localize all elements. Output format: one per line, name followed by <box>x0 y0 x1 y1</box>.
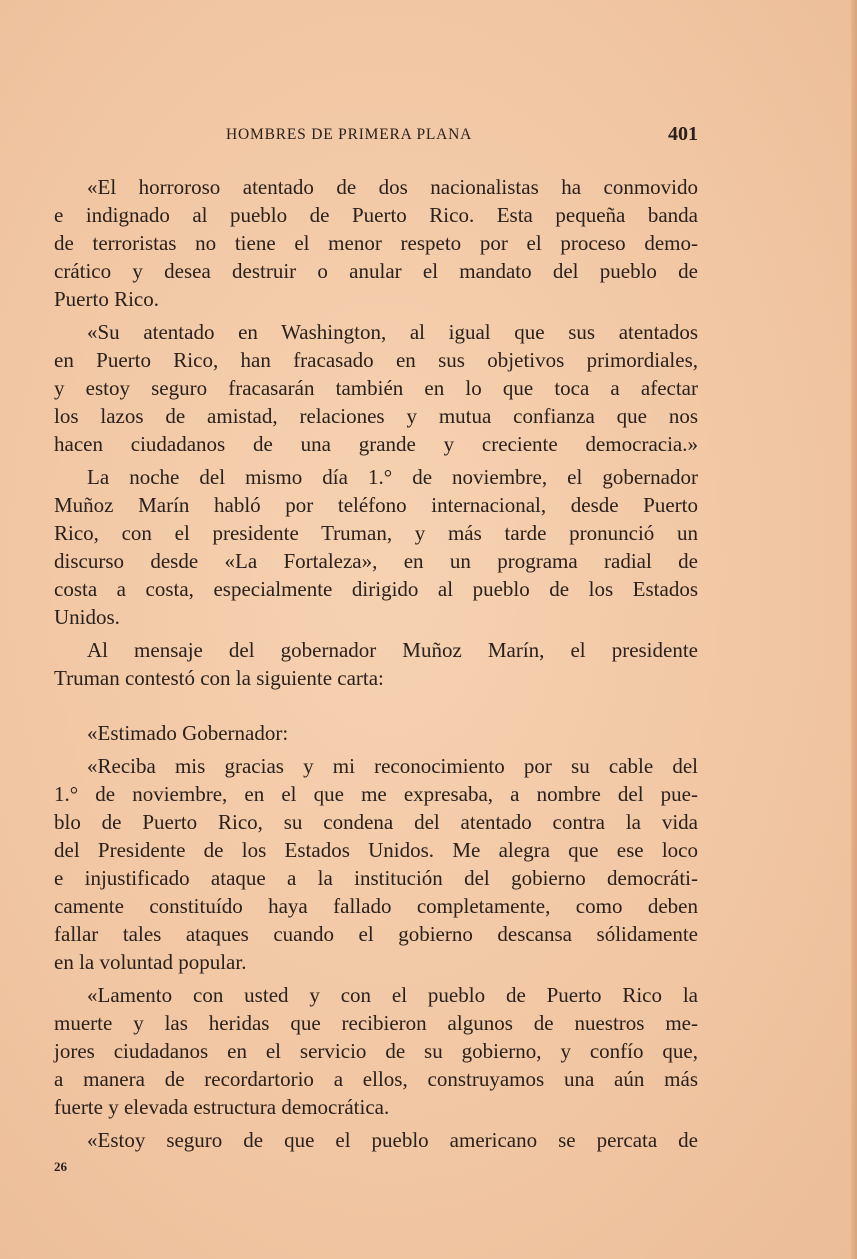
text-line: «Lamento con usted y con el pueblo de Puerto Rico la <box>87 983 698 1007</box>
text-line: Rico, con el presidente Truman, y más tarde pronunció un <box>54 521 698 545</box>
text-line: e injustificado ataque a la institución del gobierno democráti- <box>54 866 698 890</box>
text-line: crático y desea destruir o anular el mandato del pueblo de <box>54 259 698 283</box>
text-line: costa a costa, especialmente dirigido al pueblo de los Estados <box>54 577 698 601</box>
paragraph <box>54 981 698 1121</box>
text-line: jores ciudadanos en el servicio de su gobierno, y confío que, <box>54 1039 698 1063</box>
text-line: de terroristas no tiene el menor respeto por el proceso demo- <box>54 231 698 255</box>
text-line: hacen ciudadanos de una grande y creciente democracia.» <box>54 432 698 456</box>
body-text <box>54 173 698 1154</box>
text-line: en la voluntad popular. <box>54 950 247 974</box>
text-line: fuerte y elevada estructura democrática. <box>54 1095 390 1119</box>
text-line: «Su atentado en Washington, al igual que sus atentados <box>87 320 698 344</box>
signature-mark: 26 <box>54 1159 67 1174</box>
letter-greeting <box>54 719 698 747</box>
text-line: muerte y las heridas que recibieron algunos de nuestros me- <box>54 1011 698 1035</box>
text-line: discurso desde «La Fortaleza», en un programa radial de <box>54 549 698 573</box>
text-line: los lazos de amistad, relaciones y mutua confianza que nos <box>54 404 698 428</box>
text-line: a manera de recordartorio a ellos, construyamos una aún más <box>54 1067 698 1091</box>
text-line: Puerto Rico. <box>54 287 159 311</box>
text-line: blo de Puerto Rico, su condena del atentado contra la vida <box>54 810 698 834</box>
paragraph <box>54 1126 698 1154</box>
text-line: 1.° de noviembre, en el que me expresaba, a nombre del pue- <box>54 782 698 806</box>
text-line: «El horroroso atentado de dos nacionalistas ha conmovido <box>87 175 698 199</box>
text-line: camente constituído haya fallado completamente, como deben <box>54 894 698 918</box>
paragraph <box>54 463 698 631</box>
text-line: «Estimado Gobernador: <box>87 721 289 745</box>
text-line: e indignado al pueblo de Puerto Rico. Esta pequeña banda <box>54 203 698 227</box>
text-line: del Presidente de los Estados Unidos. Me alegra que ese loco <box>54 838 698 862</box>
text-line: Truman contestó con la siguiente carta: <box>54 666 384 690</box>
text-line: en Puerto Rico, han fracasado en sus objetivos primordiales, <box>54 348 698 372</box>
paragraph <box>54 318 698 458</box>
paragraph <box>54 636 698 692</box>
text-line: Muñoz Marín habló por teléfono internacional, desde Puerto <box>54 493 698 517</box>
text-line: fallar tales ataques cuando el gobierno descansa sólidamente <box>54 922 698 946</box>
text-line: y estoy seguro fracasarán también en lo que toca a afectar <box>54 376 698 400</box>
text-line: Unidos. <box>54 605 120 629</box>
page-number: 401 <box>668 123 698 145</box>
running-title: HOMBRES DE PRIMERA PLANA <box>226 126 473 143</box>
text-line: Al mensaje del gobernador Muñoz Marín, el presidente <box>87 638 698 662</box>
text-line: «Reciba mis gracias y mi reconocimiento por su cable del <box>87 754 698 778</box>
paragraph <box>54 173 698 313</box>
text-line: «Estoy seguro de que el pueblo americano se percata de <box>87 1128 698 1152</box>
text-line: La noche del mismo día 1.° de noviembre, el gobernador <box>87 465 698 489</box>
paragraph <box>54 752 698 976</box>
running-head <box>226 123 698 152</box>
